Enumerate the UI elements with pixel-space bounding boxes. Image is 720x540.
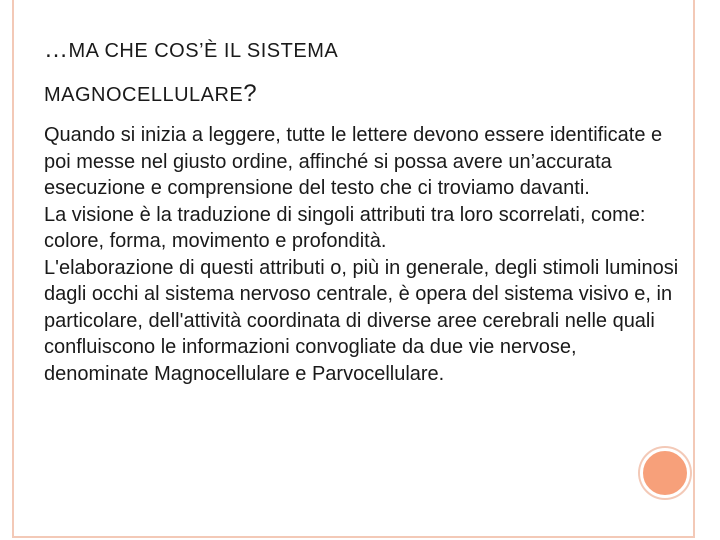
title-line-1-text: MA CHE COS’È IL SISTEMA	[68, 40, 339, 62]
title-line-2-text: MAGNOCELLULARE	[44, 84, 244, 106]
decorative-circle	[640, 448, 690, 498]
title-question-mark: ?	[243, 80, 258, 107]
paragraph-processing: L'elaborazione di questi attributi o, più in generale, degli stimoli luminosi dagli occhi al sistema nervoso centrale, è opera del sistema visivo e, in particolare, dell'attività coordinata di diverse aree cerebrali nelle quali confluiscono le informazioni convogliate da due vie nervose, denominate Magnocellulare e Parvocellulare.	[44, 256, 679, 385]
title-line-2	[44, 72, 664, 116]
paragraph-reading: Quando si inizia a leggere, tutte le lettere devono essere identificate e poi messe nel giusto ordine, affinché si possa avere un’accurata esecuzione e comprensione del testo che ci troviamo davanti.	[44, 124, 663, 199]
paragraph-vision: La visione è la traduzione di singoli attributi tra loro scorrelati, come: colore, forma, movimento e profondità.	[44, 203, 646, 252]
slide-body	[44, 122, 684, 387]
title-ellipsis: …	[44, 36, 69, 63]
title-line-1	[44, 28, 664, 72]
slide-title	[44, 28, 664, 116]
